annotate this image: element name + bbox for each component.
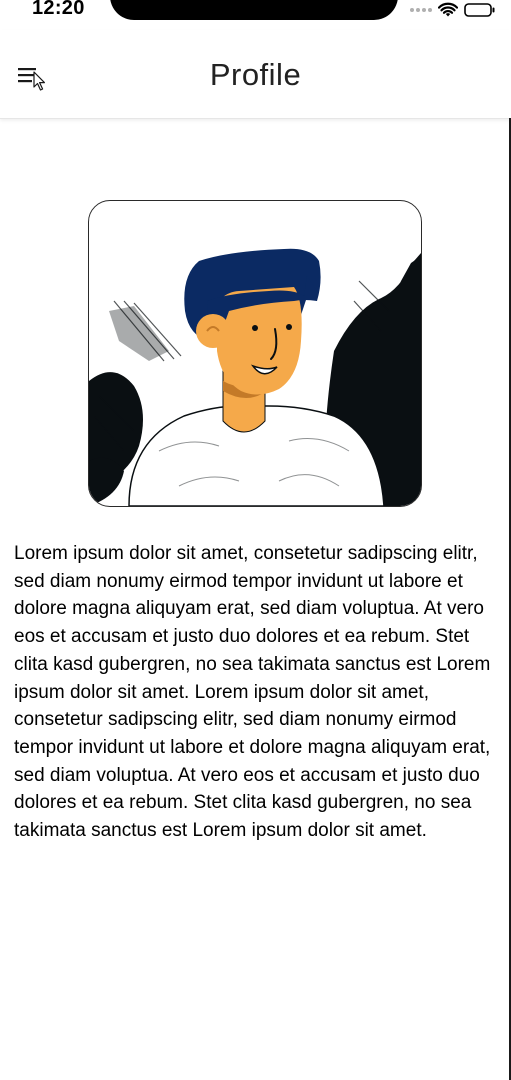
device-notch [110, 0, 398, 20]
page-title: Profile [209, 57, 302, 92]
user-avatar-illustration [89, 201, 421, 506]
wifi-icon [438, 2, 458, 18]
profile-avatar [88, 200, 422, 507]
battery-icon [464, 2, 496, 18]
status-icons [410, 2, 496, 18]
profile-bio: Lorem ipsum dolor sit amet, consetetur sadipscing elitr, sed diam nonumy eirmod tempor invidunt ut labore et dolore magna aliquyam erat, sed diam voluptua. At vero eos et accusam et justo duo dolores et ea rebum. Stet clita kasd gubergren, no sea takimata sanctus est Lorem ipsum dolor sit amet. Lorem ipsum dolor sit amet, consetetur sadipscing elitr, sed diam nonumy eirmod tempor invidunt ut labore et dolore magna aliquyam erat, sed diam voluptua. At vero eos et accusam et justo duo dolores et ea rebum. Stet clita kasd gubergren, no sea takimata sanctus est Lorem ipsum dolor sit amet. [14, 543, 491, 842]
app-header [0, 30, 511, 119]
signal-icon [410, 8, 432, 12]
status-bar [0, 0, 511, 24]
status-time: 12:20 [32, 0, 85, 19]
